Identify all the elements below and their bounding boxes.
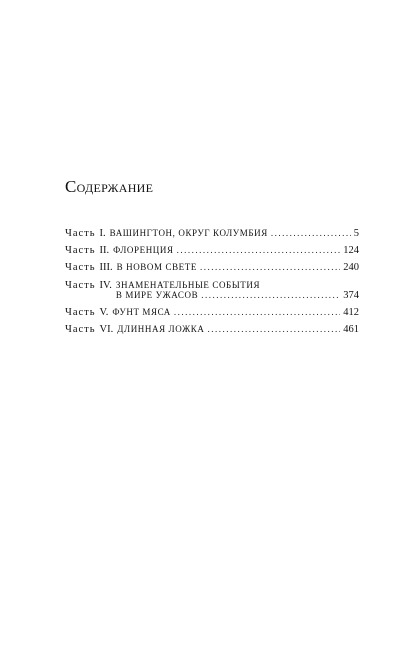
entry-title: ФУНТ МЯСА (112, 306, 171, 317)
entry-title: ЗНАМЕНАТЕЛЬНЫЕ СОБЫТИЯ (115, 279, 261, 290)
entry-title-line (116, 280, 359, 291)
toc-entry (65, 228, 359, 245)
page-number: 412 (343, 306, 359, 318)
entry-title: В НОВОМ СВЕТЕ (116, 262, 197, 273)
part-number: V. (99, 306, 109, 318)
entry-title: ВАШИНГТОН, ОКРУГ КОЛУМБИЯ (109, 228, 268, 238)
toc-list (65, 228, 359, 341)
dot-leader (201, 290, 340, 301)
entry-title-line (117, 262, 359, 275)
part-number: IV. (99, 279, 112, 291)
toc-entry (65, 262, 359, 279)
part-label: Часть (65, 306, 96, 318)
entry-title-line (110, 228, 359, 241)
entry-title-continuation: В МИРЕ УЖАСОВ (115, 290, 199, 301)
dot-leader (208, 324, 341, 335)
toc-entry (65, 280, 359, 303)
entry-title-block (117, 262, 359, 275)
entry-title-block (113, 245, 359, 258)
toc-title: Содержание (65, 177, 154, 196)
page-number: 461 (343, 324, 359, 336)
toc-entry (65, 324, 359, 341)
entry-title-line (113, 245, 359, 258)
entry-title-line (116, 290, 359, 303)
part-number: I. (99, 228, 106, 239)
entry-title-line (117, 324, 359, 337)
part-label: Часть (65, 279, 96, 291)
page-number: 374 (343, 290, 359, 302)
page-number: 124 (343, 245, 359, 257)
entry-title-line (112, 307, 359, 320)
part-label: Часть (65, 245, 96, 257)
entry-title-block (116, 280, 359, 303)
part-number: II. (99, 245, 110, 257)
part-label: Часть (65, 262, 96, 274)
part-label: Часть (65, 324, 96, 336)
part-label: Часть (65, 228, 96, 239)
dot-leader (177, 245, 341, 256)
part-number: VI. (99, 324, 114, 336)
entry-title: ДЛИННАЯ ЛОЖКА (117, 324, 205, 335)
page-number: 240 (343, 262, 359, 274)
toc-entry (65, 307, 359, 324)
toc-entry (65, 245, 359, 262)
page-number: 5 (353, 228, 359, 239)
dot-leader (174, 307, 340, 318)
part-number: III. (99, 262, 113, 274)
dot-leader (200, 262, 340, 273)
dot-leader (271, 228, 351, 239)
entry-title-block (112, 307, 359, 320)
entry-title-block (110, 228, 359, 241)
entry-title: ФЛОРЕНЦИЯ (113, 245, 174, 256)
entry-title-block (117, 324, 359, 337)
